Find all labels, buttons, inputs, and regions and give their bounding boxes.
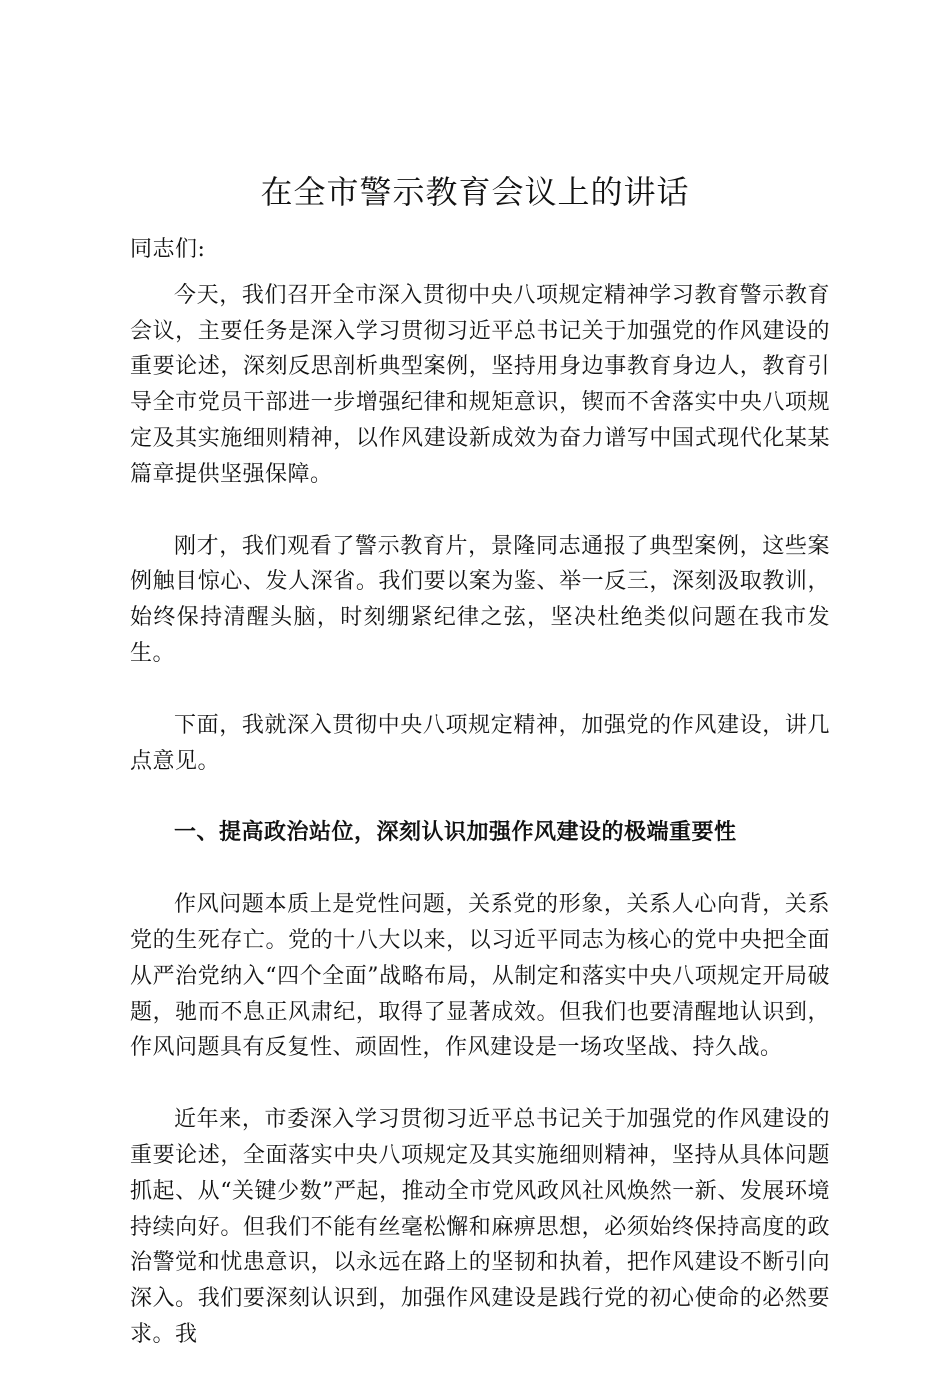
paragraph-intro-points: 下面，我就深入贯彻中央八项规定精神，加强党的作风建设，讲几点意见。 <box>130 712 830 774</box>
paragraph-opening: 今天，我们召开全市深入贯彻中央八项规定精神学习教育警示教育会议，主要任务是深入学习贯彻习近平总书记关于加强党的作风建设的重要论述，深刻反思剖析典型案例，坚持用身边事教育身边人，教育引导全市党员干部进一步增强纪律和规矩意识，锲而不舍落实中央八项规定及其实施细则精神，以作风建设新成效为奋力谱写中国式现代化某某篇章提供坚强保障。 <box>130 282 830 487</box>
section1-paragraph-2: 近年来，市委深入学习贯彻习近平总书记关于加强党的作风建设的重要论述，全面落实中央八项规定及其实施细则精神，坚持从具体问题抓起、从“关键少数”严起，推动全市党风政风社风焕然一新、发展环境持续向好。但我们不能有丝毫松懈和麻痹思想，必须始终保持高度的政治警觉和忧患意识，以永远在路上的坚韧和执着，把作风建设不断引向深入。我们要深刻认识到，加强作风建设是践行党的初心使命的必然要求。我 <box>130 1107 830 1347</box>
salutation: 同志们: <box>130 237 206 262</box>
document-body <box>130 232 830 1389</box>
document-title: 在全市警示教育会议上的讲话 <box>260 173 690 211</box>
section1-paragraph-1: 作风问题本质上是党性问题，关系党的形象，关系人心向背，关系党的生死存亡。党的十八大以来，以习近平同志为核心的党中央把全面从严治党纳入“四个全面”战略布局，从制定和落实中央八项规定开局破题，驰而不息正风肃纪，取得了显著成效。但我们也要清醒地认识到，作风问题具有反复性、顽固性，作风建设是一场攻坚战、持久战。 <box>130 892 830 1061</box>
section-heading-1: 一、提高政治站位，深刻认识加强作风建设的极端重要性 <box>174 820 737 846</box>
paragraph-warning-film: 刚才，我们观看了警示教育片，景隆同志通报了典型案例，这些案例触目惊心、发人深省。我们要以案为鉴、举一反三，深刻汲取教训，始终保持清醒头脑，时刻绷紧纪律之弦，坚决杜绝类似问题在我市发生。 <box>130 533 830 666</box>
